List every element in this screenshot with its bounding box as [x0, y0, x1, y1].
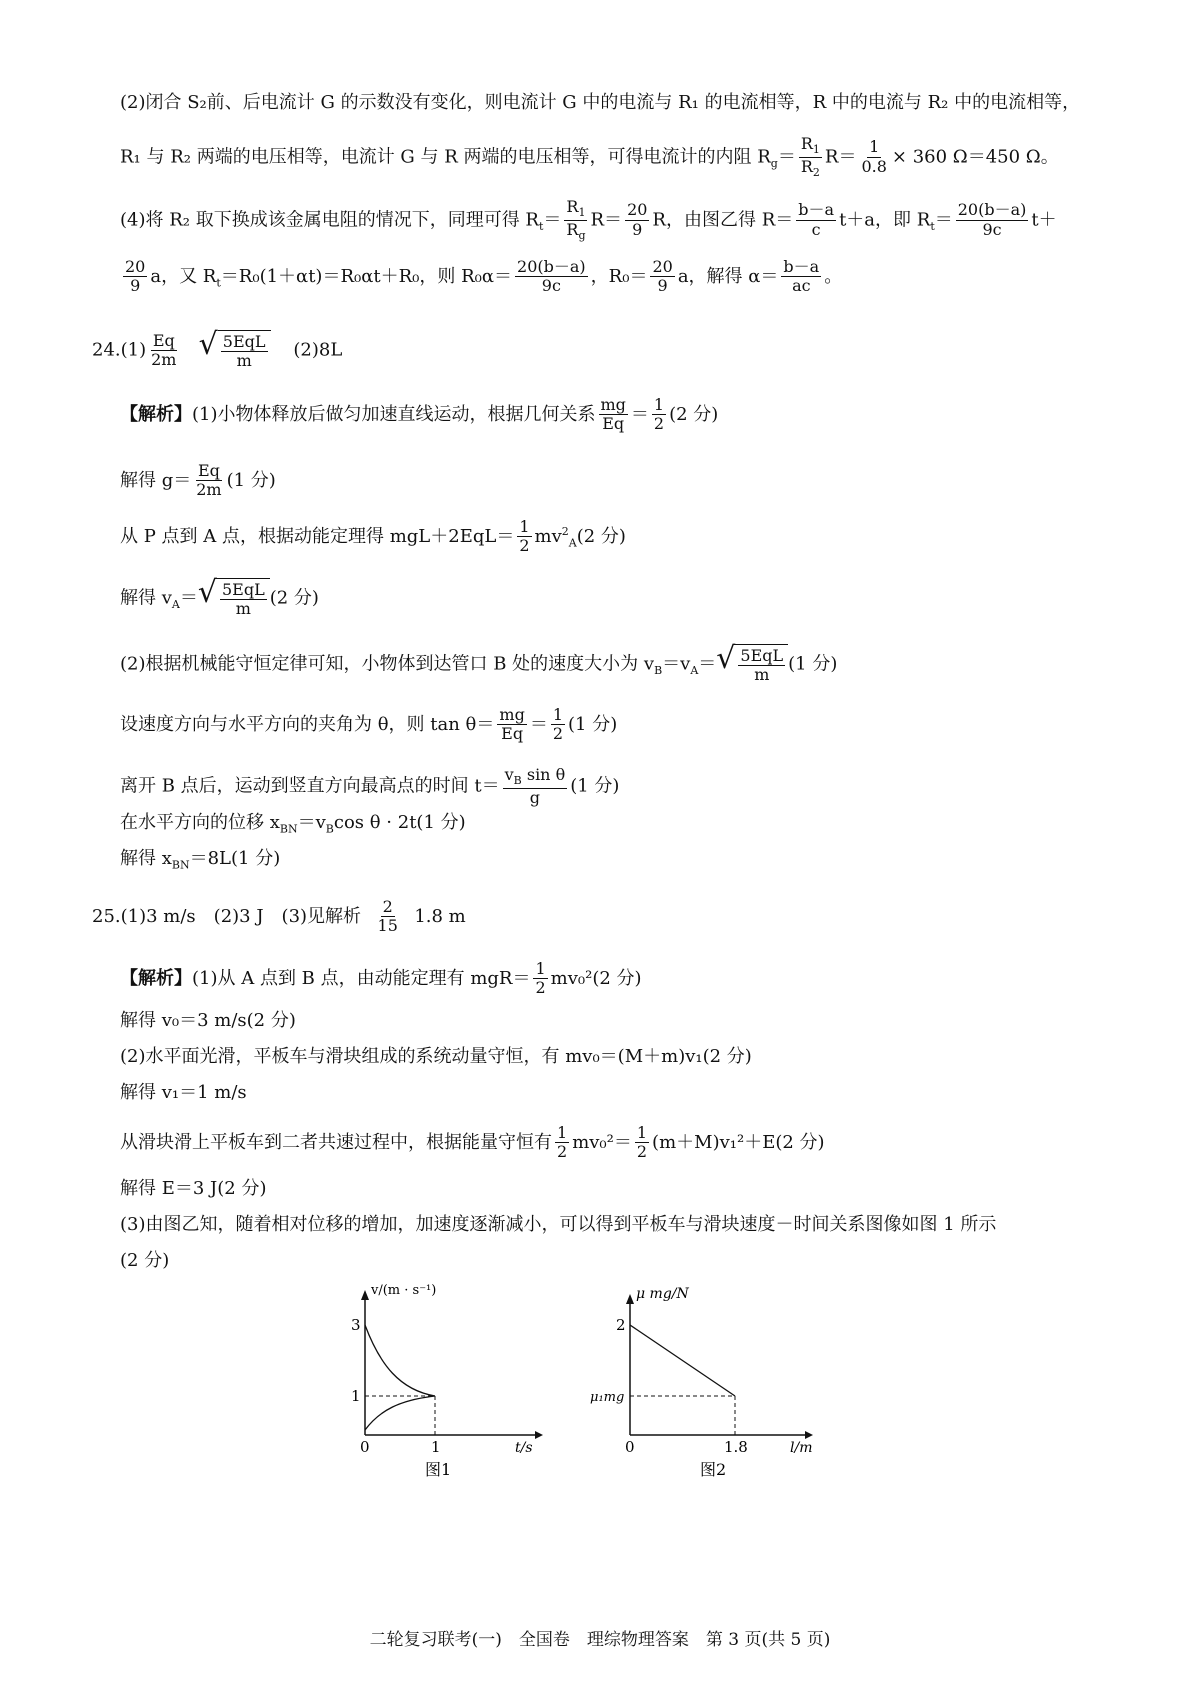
q24-l1: (1)小物体释放后做匀加速直线运动，根据几何关系 — [192, 403, 596, 425]
q25-analysis-label: 【解析】 — [120, 967, 192, 989]
q25-analysis-1 — [120, 960, 642, 998]
q24-analysis-4: 解得 $v_A=$ √ $\frac{\text{5EqL}}{m}$ (2 分) — [120, 575, 319, 619]
q24-l2: 解得 g＝ — [120, 469, 192, 491]
q25-l5: 从滑块滑上平板车到二者共速过程中，根据能量守恒有 — [120, 1131, 552, 1153]
q25-l6: 解得 E＝3 J(2 分) — [120, 1178, 267, 1199]
fig2-tick-y2: 2 — [616, 1316, 626, 1334]
fig2-tick-mu1: μ₁mg — [590, 1390, 625, 1405]
frac-vbsin-g: $\frac{v_B \sin \theta}{g}$ — [504, 765, 566, 807]
q25-analysis-2 — [120, 1010, 296, 1032]
p4-text-b-mid3: ，R₀＝ — [590, 265, 648, 287]
frac-20ba-9c-b: $\frac{20(b-a)}{9c}$ — [517, 257, 586, 296]
frac-20-9: $\frac{20}{9}$ — [627, 200, 648, 239]
q24-l6-score: (1 分) — [568, 713, 618, 735]
q24-l3: 从 P 点到 A 点，根据动能定理得 mgL＋2EqL＝ — [120, 525, 515, 547]
q24-analysis-8: 在水平方向的位移 $x_{BN}=v_B\cos$ θ · 2t(1 分) — [120, 812, 466, 836]
q24-l9: 解得 x — [120, 848, 172, 869]
frac-1-2-d: $\frac{1}{2}$ — [535, 959, 546, 998]
q25-l5-mid: mv₀²＝ — [572, 1131, 632, 1153]
fig1-curve-cart — [365, 1396, 435, 1430]
q24-l7: 离开 B 点后，运动到竖直方向最高点的时间 t＝ — [120, 775, 500, 797]
p4-line-2: $\frac{20}{9}$ a，又 $R_t=R_0(1+\alpha t)=R_0\alpha t+R_0$，则 R₀α＝ $\frac{20(b-a)}{9c}$ ，R₀＝ $\frac{20}{9}$ a，解得 α＝ $\frac{b-a}{ac}$ 。 — [125, 257, 843, 296]
q25-l1: (1)从 A 点到 B 点，由动能定理有 mgR＝ — [192, 967, 531, 989]
fig1-tick-y1: 1 — [351, 1387, 361, 1405]
q25-l1-tail: mv₀²(2 分) — [550, 967, 642, 989]
q24-l3-score: (2 分) — [576, 525, 626, 547]
q24-l8-tail: ＝v — [297, 812, 326, 833]
q24-l8-tail2: cos θ · 2t(1 分) — [333, 812, 466, 833]
q24-analysis-3: 从 P 点到 A 点，根据动能定理得 mgL＋2EqL＝ $\frac{1}{2}$ $mv^2_A(2$ 分) — [120, 517, 626, 556]
fig2-xlabel: l/m — [790, 1440, 813, 1456]
page-footer: 二轮复习联考(一) 全国卷 理综物理答案 第 3 页(共 5 页) — [369, 1630, 831, 1650]
p4-text-a: (4)将 R₂ 取下换成该金属电阻的情况下，同理可得 R — [120, 209, 539, 231]
fig1-y-arrow — [361, 1290, 369, 1300]
frac-r1-rg: $\frac{R_1}{R_g}$ — [566, 197, 586, 243]
frac-1-08: $\frac{1}{0.8}$ — [861, 137, 887, 176]
frac-mg-eq: $\frac{mg}{Eq}$ — [600, 395, 626, 434]
frac-eq-2m: $\frac{Eq}{2m}$ — [151, 330, 177, 369]
fig1-ylabel: v/(m · s⁻¹) — [371, 1283, 437, 1298]
p4-text-b-mid2: ＝R₀(1＋αt)＝R₀αt＋R₀，则 R₀α＝ — [220, 265, 513, 287]
p2-text-a: (2)闭合 S₂前、后电流计 G 的示数没有变化，则电流计 G 中的电流与 R₁ 的电流相等，R 中的电流与 R₂ 中的电流相等， — [120, 92, 1081, 113]
frac-ba-ac: $\frac{b-a}{ac}$ — [783, 257, 820, 296]
q25-analysis-8 — [120, 1250, 169, 1272]
q24-l1-score: (2 分) — [669, 403, 719, 425]
q25-analysis-7 — [120, 1214, 996, 1236]
frac-20-9-c: $\frac{20}{9}$ — [652, 257, 673, 296]
frac-1-2-e: $\frac{1}{2}$ — [557, 1123, 568, 1162]
p2-line-2: R₁ 与 R₂ 两端的电压相等，电流计 G 与 R 两端的电压相等，可得电流计的内阻 $R_g=$ $\frac{R_1}{R_2}$ R＝ $\frac{1}{0.8}$ × 360 Ω＝450 Ω。 — [120, 134, 1059, 180]
q25-analysis-5 — [120, 1124, 825, 1162]
p4-text-b-mid4: a，解得 α＝ — [677, 265, 779, 287]
sqrt-vb: √ $\frac{\text{5EqL}}{m}$ — [716, 644, 788, 685]
p4-text-a-mid: ，由图乙得 R＝ — [665, 209, 794, 231]
q24-answer — [92, 327, 343, 371]
q24-l6: 设速度方向与水平方向的夹角为 θ，则 tan θ＝ — [120, 713, 495, 735]
p2-line-1 — [120, 92, 1080, 114]
frac-1-2-c: $\frac{1}{2}$ — [552, 705, 564, 744]
p4-line-1: (4)将 R₂ 取下换成该金属电阻的情况下，同理可得 $R_t=$ $\frac{R_1}{R_g}$ R＝ $\frac{20}{9}$ R，由图乙得 R＝ $\frac{b-a}{c}$ t＋a，即 $R_t=$ $\frac{20(b-a)}{9c}$ t＋ — [120, 197, 1057, 243]
fig2-caption: 图2 — [700, 1460, 727, 1479]
frac-mg-eq-b: $\frac{mg}{Eq}$ — [499, 705, 525, 744]
fig1-xlabel: t/s — [515, 1440, 533, 1456]
fig2-tick-x18: 1.8 — [724, 1438, 748, 1456]
q24-l9-tail: ＝8L(1 分) — [189, 848, 281, 869]
q24-l3-tail: mv — [534, 525, 562, 547]
q25-analysis-4 — [120, 1082, 247, 1104]
q25-l5-tail: (m＋M)v₁²＋E(2 分) — [652, 1131, 825, 1153]
q25-answer-a: 25.(1)3 m/s (2)3 J (3)见解析 — [92, 905, 362, 927]
p4-text-b: a，又 R — [150, 265, 217, 287]
figure-2-friction-displacement — [590, 1280, 830, 1480]
p4-text-b-end: 。 — [824, 265, 843, 287]
fig1-tick-x1: 1 — [431, 1438, 441, 1456]
frac-1-2-b: $\frac{1}{2}$ — [519, 517, 530, 556]
q24-l2-score: (1 分) — [226, 469, 276, 491]
q25-answer — [92, 898, 466, 936]
q24-analysis-9: 解得 $x_{BN}=8L(1$ 分) — [120, 848, 281, 872]
frac-1-2-f: $\frac{1}{2}$ — [636, 1123, 648, 1162]
frac-eq-2m-b: $\frac{Eq}{2m}$ — [196, 461, 222, 500]
q25-l7: (3)由图乙知，随着相对位移的增加，加速度逐渐减小，可以得到平板车与滑块速度－时间关系图像如图 1 所示 — [120, 1214, 997, 1235]
q25-analysis-6 — [120, 1178, 266, 1200]
fig1-x-arrow — [535, 1431, 543, 1439]
q24-l7-score: (1 分) — [570, 775, 620, 797]
q24-analysis-6: 设速度方向与水平方向的夹角为 θ，则 tan θ＝ $\frac{mg}{Eq}$ ＝ $\frac{1}{2}$ (1 分) — [120, 705, 618, 744]
q24-analysis-7 — [120, 766, 619, 807]
fig2-tick-x0: 0 — [625, 1438, 635, 1456]
frac-20ba-9c: $\frac{20(b-a)}{9c}$ — [957, 200, 1027, 239]
q24-l4-score: (2 分) — [269, 587, 319, 609]
fig1-tick-x0: 0 — [360, 1438, 370, 1456]
q24-analysis-5: (2)根据机械能守恒定律可知，小物体到达管口 B 处的速度大小为 $v_B=v_A=$ √ $\frac{\text{5EqL}}{m}$ (1 分) — [120, 641, 838, 685]
q24-l5-score: (1 分) — [788, 653, 838, 675]
fig2-line — [630, 1325, 735, 1396]
q25-analysis-3 — [120, 1046, 752, 1068]
q24-l5: (2)根据机械能守恒定律可知，小物体到达管口 B 处的速度大小为 v — [120, 653, 655, 675]
q24-analysis-1: 【解析】(1)小物体释放后做匀加速直线运动，根据几何关系 $\frac{mg}{Eq}$ ＝ $\frac{1}{2}$ (2 分) — [120, 395, 719, 434]
q25-l4: 解得 v₁＝1 m/s — [120, 1082, 247, 1103]
frac-b-a-c: $\frac{b-a}{c}$ — [798, 200, 835, 239]
p2-text-b: R₁ 与 R₂ 两端的电压相等，电流计 G 与 R 两端的电压相等，可得电流计的内阻 R — [120, 146, 771, 168]
sqrt-5eql-m: √ $\frac{\text{5EqL}}{m}$ — [199, 330, 271, 371]
q24-l4: 解得 v — [120, 587, 172, 609]
q24-analysis-2 — [120, 462, 276, 500]
q25-answer-b: 1.8 m — [414, 905, 466, 927]
frac-2-15: $\frac{2}{15}$ — [377, 897, 398, 936]
q24-analysis-label: 【解析】 — [120, 403, 192, 425]
p4-text-a-end: t＋ — [1031, 209, 1057, 231]
frac-1-2: $\frac{1}{2}$ — [653, 395, 665, 434]
fig2-x-arrow — [805, 1431, 813, 1439]
q24-answer-part2: (2)8L — [293, 339, 343, 361]
fig2-ylabel: μ mg/N — [636, 1286, 689, 1302]
fig1-caption: 图1 — [425, 1460, 452, 1479]
q25-l3: (2)水平面光滑，平板车与滑块组成的系统动量守恒，有 mv₀＝(M＋m)v₁(2 分) — [120, 1046, 752, 1067]
figure-1-velocity-time — [335, 1280, 550, 1480]
q24-answer-prefix: 24.(1) — [92, 339, 147, 361]
sqrt-va: √ $\frac{\text{5EqL}}{m}$ — [198, 578, 270, 619]
q25-l2: 解得 v₀＝3 m/s(2 分) — [120, 1010, 296, 1031]
q25-l8: (2 分) — [120, 1250, 170, 1271]
fig2-y-arrow — [626, 1294, 634, 1304]
p4-text-a-mid2: t＋a，即 R — [839, 209, 931, 231]
q24-l8: 在水平方向的位移 x — [120, 812, 280, 833]
fig1-tick-y3: 3 — [351, 1316, 361, 1334]
fig1-curve-slider — [365, 1325, 435, 1396]
frac-20-9-b: $\frac{20}{9}$ — [125, 257, 146, 296]
frac-r1-r2: $\frac{R_1}{R_2}$ — [800, 134, 820, 180]
p2-text-b-post: × 360 Ω＝450 Ω。 — [891, 146, 1059, 168]
